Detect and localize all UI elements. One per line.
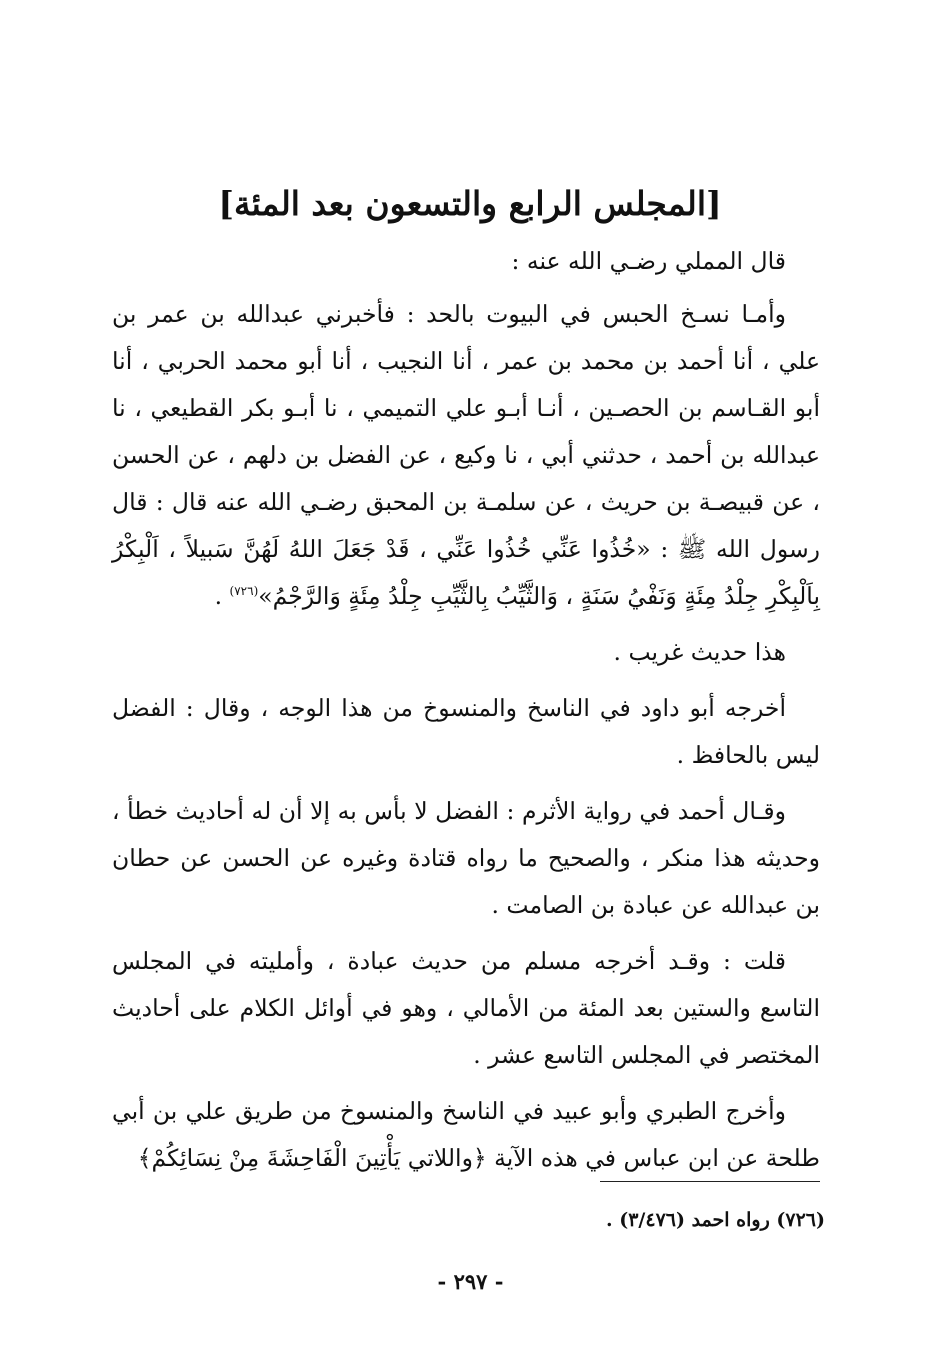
- paragraph-ahmad: وقـال أحمد في رواية الأثرم : الفضل لا بأس به إلا أن له أحاديث خطأ ، وحديثه هذا منكر ، والصحيح ما رواه قتادة وغيره عن الحسن عن حطان بن عبدالله عن عبادة بن الصامت .: [112, 797, 820, 919]
- footnote-marker: (٧٢٦): [229, 584, 259, 599]
- paragraph-qultu: قلت : وقـد أخرجه مسلم من حديث عبادة ، وأمليته في المجلس التاسع والستين بعد المئة من الأمالي ، وهو في أوائل الكلام على أحاديث المختصر في المجلس التاسع عشر .: [112, 947, 820, 1069]
- paragraph-tabari: وأخرج الطبري وأبو عبيد في الناسخ والمنسوخ من طريق علي بن أبي طلحة عن ابن عباس في هذه الآية ﴿واللاتي يَأْتِينَ الْفَاحِشَةَ مِنْ نِسَائِكُمْ﴾: [112, 1097, 820, 1172]
- section-heading: [المجلس الرابع والتسعون بعد المئة]: [218, 184, 722, 223]
- footnote: (٧٢٦) رواه احمد (٣/٤٧٦) .: [605, 1209, 825, 1231]
- paragraph-abu-dawud: أخرجه أبو داود في الناسخ والمنسوخ من هذا الوجه ، وقال : الفضل ليس بالحافظ .: [112, 694, 820, 769]
- paragraph-grading: هذا حديث غريب .: [613, 638, 786, 666]
- paragraph-hadith: [112, 291, 820, 620]
- footnote-divider: [600, 1181, 820, 1182]
- paragraph-intro: قال المملي رضـي الله عنه :: [511, 247, 786, 275]
- page-number: - ٢٩٧ -: [437, 1269, 504, 1294]
- hadith-text: وأمـا نسـخ الحبس في البيوت بالحد : فأخبرني عبدالله بن عمر بن علي ، أنا أحمد بن محمد بن عمر ، أنا النجيب ، أنا أبو محمد الحربي ، أنا أبو القـاسم بن الحصـين ، أنـا أبـو علي التميمي ، نا أبـو بكر القطيعي ، نا عبدالله بن أحمد ، حدثني أبي ، نا وكيع ، عن الفضل بن دلهم ، عن الحسن ، عن قبيصـة بن حريث ، عن سلمـة بن المحبق رضـي الله عنه قال : قال رسول الله ﷺ : «خُذُوا عَنِّي خُذُوا عَنِّي ، قَدْ جَعَلَ اللهُ لَهُنَّ سَبيلاً ، اَلْبِكْرُ بِاَلْبِكْرِ جِلْدُ مِئَةٍ وَنَفْيُ سَنَةٍ ، وَالثَّيِّبُ بِالثَّيِّبِ جِلْدُ مِئَةٍ وَالرَّجْمُ»: [112, 300, 820, 610]
- hadith-end-period: .: [214, 582, 230, 610]
- body-text: [112, 238, 820, 1191]
